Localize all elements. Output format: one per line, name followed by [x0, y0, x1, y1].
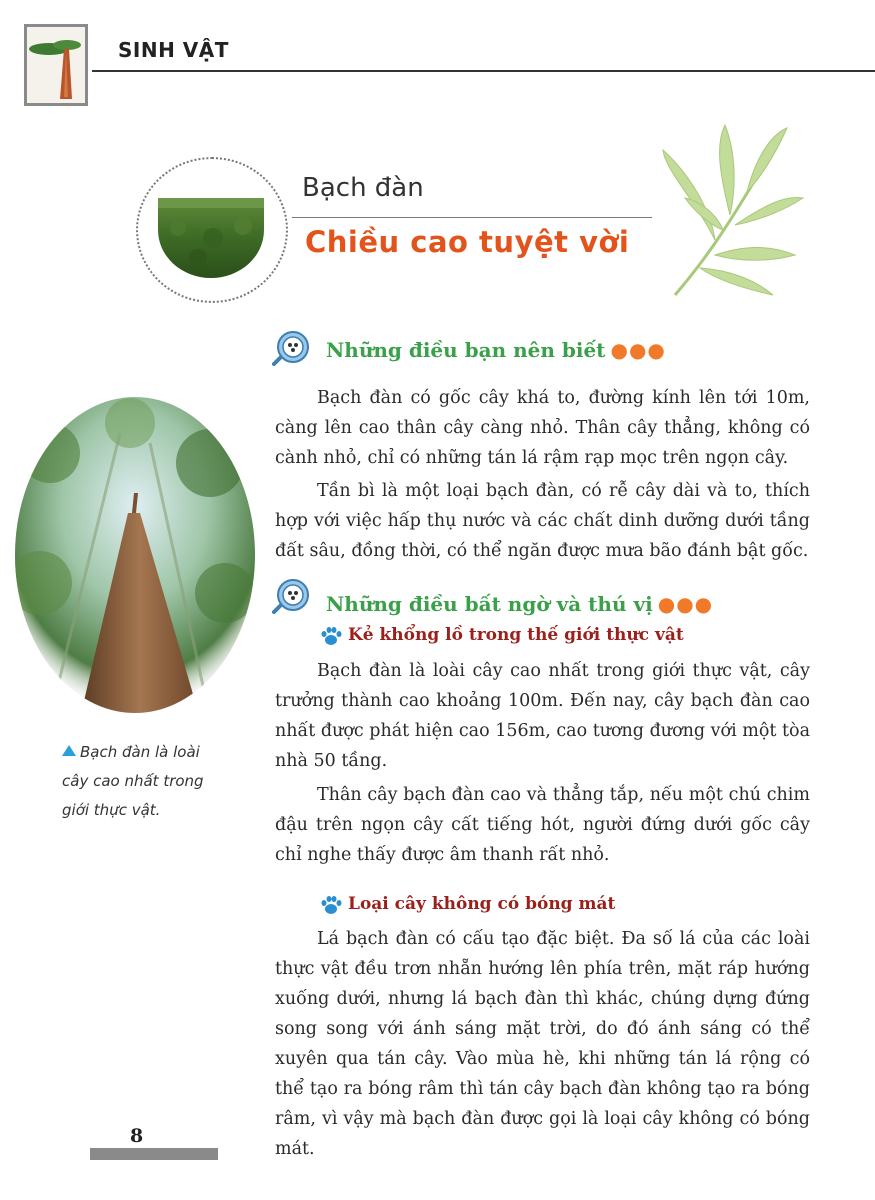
leaf-branch-icon [655, 120, 805, 300]
footer-bar [90, 1148, 218, 1160]
title-divider [292, 217, 652, 218]
photo-caption [62, 738, 212, 825]
paw-icon [320, 895, 342, 915]
paragraph: Bạch đàn là loài cây cao nhất trong giới thực vật, cây trưởng thành cao khoảng 100m. Đến nay, cây bạch đàn cao nhất được phát hiện cao 156m, cao tương đương với một tòa nhà 50 tầng. [275, 661, 810, 771]
section-heading-know [326, 338, 666, 362]
header-divider [92, 70, 875, 72]
section-heading-text: Những điều bất ngờ và thú vị [326, 592, 653, 616]
paw-icon [320, 626, 342, 646]
subsection-title: Kẻ khổng lồ trong thế giới thực vật [348, 625, 684, 645]
section-label: SINH VẬT [118, 38, 229, 62]
ladybug-search-icon [272, 330, 310, 366]
header-thumbnail [24, 24, 88, 106]
paragraph: Bạch đàn có gốc cây khá to, đường kính lên tới 10m, càng lên cao thân cây càng nhỏ. Thân cây thẳng, không có cành nhỏ, chỉ có những tán lá rậm rạp mọc trên ngọn cây. [275, 388, 810, 468]
caption-text: Bạch đàn là loài cây cao nhất trong giới thực vật. [62, 743, 204, 819]
heading-dots: ●●● [657, 592, 714, 616]
ladybug-search-icon [272, 578, 310, 614]
paragraph: Tần bì là một loại bạch đàn, có rễ cây dài và to, thích hợp với việc hấp thụ nước và các chất dinh dưỡng dưới tầng đất sâu, đồng thời, có thể ngăn được mưa bão đánh bật gốc. [275, 481, 810, 561]
baobab-tree-icon [27, 27, 85, 103]
paragraph: Thân cây bạch đàn cao và thẳng tắp, nếu một chú chim đậu trên ngọn cây cất tiếng hót, người đứng dưới gốc cây chỉ nghe thấy được âm thanh rất nhỏ. [275, 785, 810, 865]
paragraph: Lá bạch đàn có cấu tạo đặc biệt. Đa số lá của các loài thực vật đều trơn nhẵn hướng lên phía trên, mặt ráp hướng xuống dưới, nhưng lá bạch đàn thì khác, chúng dựng đứng song song với ánh sáng mặt trời, do đó ánh sáng có thể xuyên qua tán cây. Vào mùa hè, khi những tán lá rộng có thể tạo ra bóng râm thì tán cây bạch đàn không tạo ra bóng râm, vì vậy mà bạch đàn được gọi là loại cây không có bóng mát. [275, 929, 810, 1159]
section-heading-surprise [326, 592, 713, 616]
eucalyptus-tree-photo [10, 393, 260, 718]
subsection-title: Loại cây không có bóng mát [348, 894, 616, 914]
title-subtitle: Bạch đàn [302, 173, 424, 203]
section-heading-text: Những điều bạn nên biết [326, 338, 606, 362]
heading-dots: ●●● [610, 338, 666, 362]
caption-triangle-icon [62, 745, 76, 756]
page-title: Chiều cao tuyệt vời [305, 225, 630, 259]
page-number: 8 [130, 1125, 144, 1147]
